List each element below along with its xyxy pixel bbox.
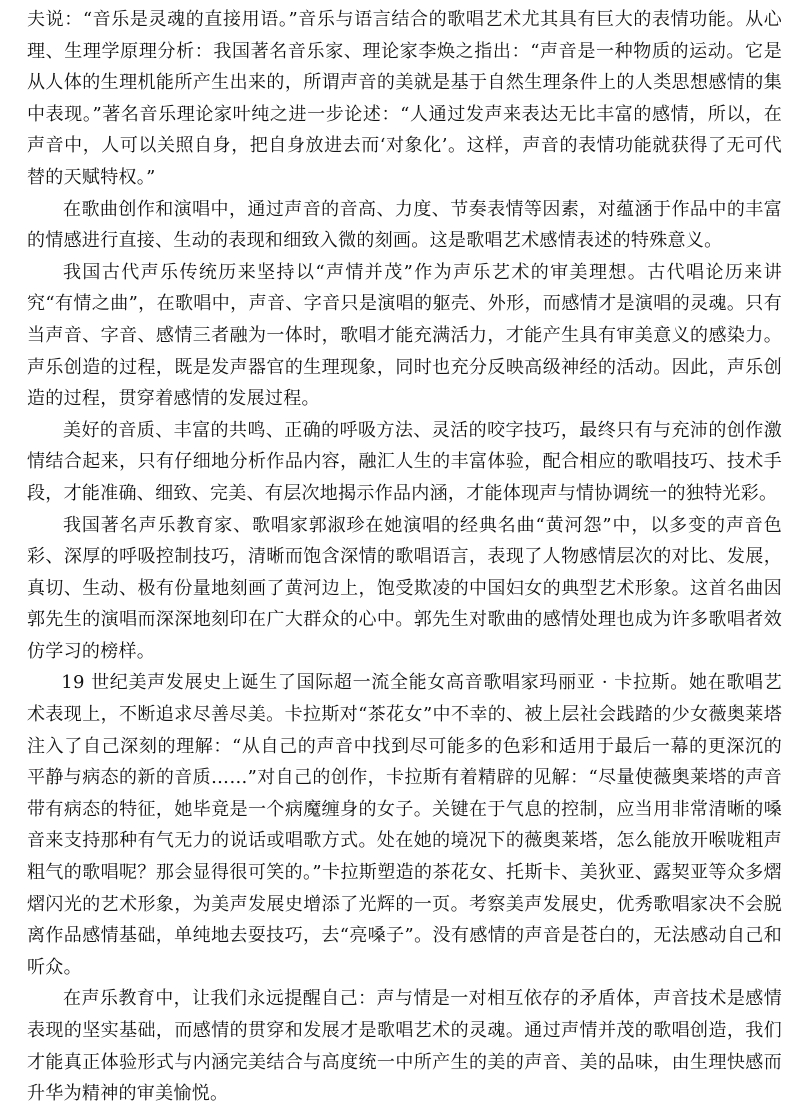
paragraph-4: 美好的音质、丰富的共鸣、正确的呼吸方法、灵活的咬字技巧，最终只有与充沛的创作激情结合起来，只有仔细地分析作品内容，融汇人生的丰富体验，配合相应的歌唱技巧、技术手段，才能准确、细致、完美、有层次地揭示作品内涵，才能体现声与情协调统一的独特光彩。 xyxy=(27,419,782,504)
paragraph-3: 我国古代声乐传统历来坚持以“声情并茂”作为声乐艺术的审美理想。古代唱论历来讲究“有情之曲”，在歌唱中，声音、字音只是演唱的躯壳、外形，而感情才是演唱的灵魂。只有当声音、字音、感情三者融为一体时，歌唱才能充满活力，才能产生具有审美意义的感染力。声乐创造的过程，既是发声器官的生理现象，同时也充分反映高级神经的活动。因此，声乐创造的过程，贯穿着感情的发展过程。 xyxy=(27,261,782,410)
document-page xyxy=(27,4,782,1110)
paragraph-1: 夫说：“音乐是灵魂的直接用语。”音乐与语言结合的歌唱艺术尤其具有巨大的表情功能。从心理、生理学原理分析：我国著名音乐家、理论家李焕之指出：“声音是一种物质的运动。它是从人体的生理机能所产生出来的，所谓声音的美就是基于自然生理条件上的人类思想感情的集中表现。”著名音乐理论家叶纯之进一步论述：“人通过发声来表达无比丰富的感情，所以，在声音中，人可以关照自身，把自身放进去而‘对象化’。这样，声音的表情功能就获得了无可代替的天赋特权。” xyxy=(27,9,782,188)
paragraph-5: 我国著名声乐教育家、歌唱家郭淑珍在她演唱的经典名曲“黄河怨”中，以多变的声音色彩、深厚的呼吸控制技巧，清晰而饱含深情的歌唱语言，表现了人物感情层次的对比、发展，真切、生动、极有份量地刻画了黄河边上，饱受欺凌的中国妇女的典型艺术形象。这首名曲因郭先生的演唱而深深地刻印在广大群众的心中。郭先生对歌曲的感情处理也成为许多歌唱者效仿学习的榜样。 xyxy=(27,514,782,662)
paragraph-6: 19 世纪美声发展史上诞生了国际超一流全能女高音歌唱家玛丽亚 · 卡拉斯。她在歌唱艺术表现上，不断追求尽善尽美。卡拉斯对“茶花女”中不幸的、被上层社会践踏的少女薇奥莱塔注入了自己深刻的理解：“从自己的声音中找到尽可能多的色彩和适用于最后一幕的更深沉的平静与病态的新的音质……”对自己的创作，卡拉斯有着精辟的见解：“尽量使薇奥莱塔的声音带有病态的特征，她毕竟是一个病魔缠身的女子。关键在于气息的控制，应当用非常清晰的嗓音来支持那种有气无力的说话或唱歌方式。处在她的境况下的薇奥莱塔，怎么能放开喉咙粗声粗气的歌唱呢？那会显得很可笑的。”卡拉斯塑造的茶花女、托斯卡、美狄亚、露契亚等众多熠熠闪光的艺术形象，为美声发展史增添了光辉的一页。考察美声发展史，优秀歌唱家决不会脱离作品感情基础，单纯地去耍技巧，去“亮嗓子”。没有感情的声音是苍白的，无法感动自己和听众。 xyxy=(27,672,782,978)
paragraph-7: 在声乐教育中，让我们永远提醒自己：声与情是一对相互依存的矛盾体，声音技术是感情表现的坚实基础，而感情的贯穿和发展才是歌唱艺术的灵魂。通过声情并茂的歌唱创造，我们才能真正体验形式与内涵完美结合与高度统一中所产生的美的声音、美的品味，由生理快感而升华为精神的审美愉悦。 xyxy=(27,988,782,1105)
paragraph-2: 在歌曲创作和演唱中，通过声音的音高、力度、节奏表情等因素，对蕴涵于作品中的丰富的情感进行直接、生动的表现和细致入微的刻画。这是歌唱艺术感情表述的特殊意义。 xyxy=(27,198,782,252)
